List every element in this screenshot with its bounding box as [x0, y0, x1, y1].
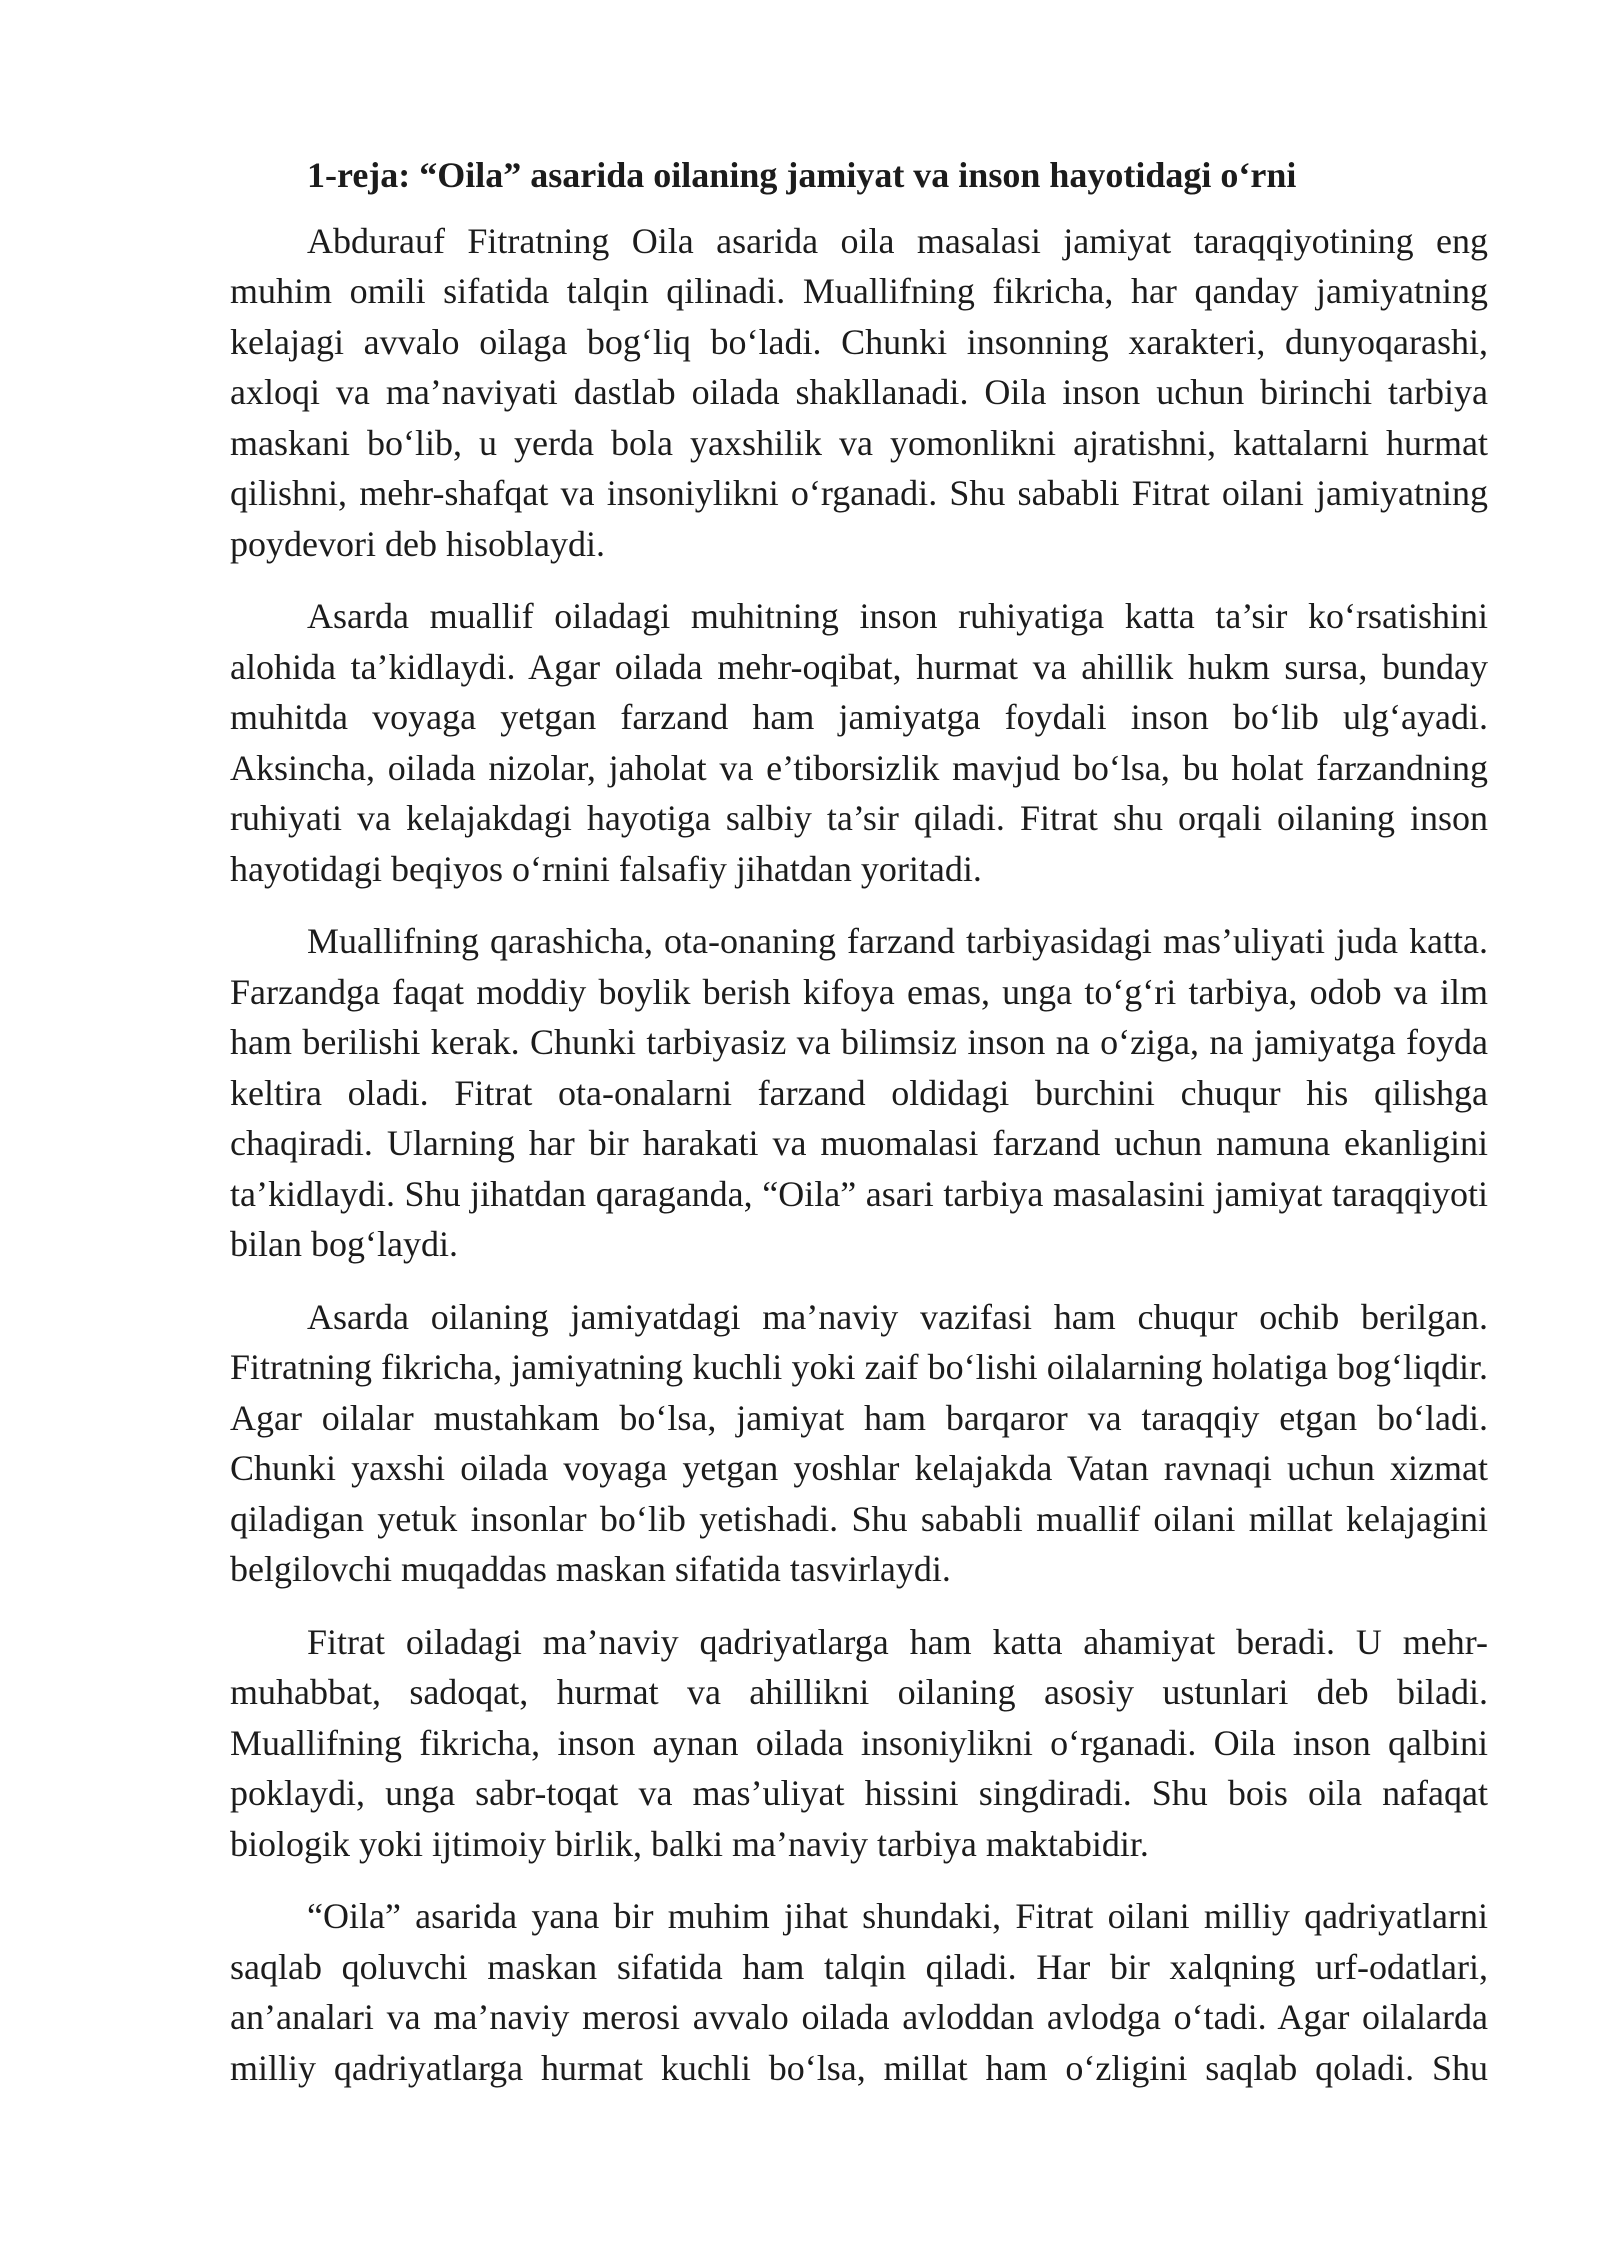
paragraph-4: Asarda oilaning jamiyatdagi ma’naviy vazifasi ham chuqur ochib berilgan. Fitratning fikricha, jamiyatning kuchli yoki zaif bo‘lishi oilalarning holatiga bog‘liqdir. Agar oilalar mustahkam bo‘lsa, jamiyat ham barqaror va taraqqiy etgan bo‘ladi. Chunki yaxshi oilada voyaga yetgan yoshlar kelajakda Vatan ravnaqi uchun xizmat qiladigan yetuk insonlar bo‘lib yetishadi. Shu sababli muallif oilani millat kelajagini belgilovchi muqaddas maskan sifatida tasvirlaydi.: [230, 1296, 1488, 1589]
paragraph-5: Fitrat oiladagi ma’naviy qadriyatlarga ham katta ahamiyat beradi. U mehr-muhabbat, sadoqat, hurmat va ahillikni oilaning asosiy ustunlari deb biladi. Muallifning fikricha, inson aynan oilada insoniylikni o‘rganadi. Oila inson qalbini poklaydi, unga sabr-toqat va mas’uliyat hissini singdiradi. Shu bois oila nafaqat biologik yoki ijtimoiy birlik, balki ma’naviy tarbiya maktabidir.: [230, 1621, 1488, 1864]
paragraph-2: Asarda muallif oiladagi muhitning inson ruhiyatiga katta ta’sir ko‘rsatishini alohida ta’kidlaydi. Agar oilada mehr-oqibat, hurmat va ahillik hukm sursa, bunday muhitda voyaga yetgan farzand ham jamiyatga foydali inson bo‘lib ulg‘ayadi. Aksincha, oilada nizolar, jaholat va e’tiborsizlik mavjud bo‘lsa, bu holat farzandning ruhiyati va kelajakdagi hayotiga salbiy ta’sir qiladi. Fitrat shu orqali oilaning inson hayotidagi beqiyos o‘rnini falsafiy jihatdan yoritadi.: [230, 596, 1488, 889]
paragraph-3: Muallifning qarashicha, ota-onaning farzand tarbiyasidagi mas’uliyati juda katta. Farzandga faqat moddiy boylik berish kifoya emas, unga to‘g‘ri tarbiya, odob va ilm ham berilishi kerak. Chunki tarbiyasiz va bilimsiz inson na o‘ziga, na jamiyatga foyda keltira oladi. Fitrat ota-onalarni farzand oldidagi burchini chuqur his qilishga chaqiradi. Ularning har bir harakati va muomalasi farzand uchun namuna ekanligini ta’kidlaydi. Shu jihatdan qaraganda, “Oila” asari tarbiya masalasini jamiyat taraqqiyoti bilan bog‘laydi.: [230, 921, 1488, 1264]
paragraph-1: Abdurauf Fitratning Oila asarida oila masalasi jamiyat taraqqiyotining eng muhim omili sifatida talqin qilinadi. Muallifning fikricha, har qanday jamiyatning kelajagi avvalo oilaga bog‘liq bo‘ladi. Chunki insonning xarakteri, dunyoqarashi, axloqi va ma’naviyati dastlab oilada shakllanadi. Oila inson uchun birinchi tarbiya maskani bo‘lib, u yerda bola yaxshilik va yomonlikni ajratishni, kattalarni hurmat qilishni, mehr-shafqat va insoniylikni o‘rganadi. Shu sababli Fitrat oilani jamiyatning poydevori deb hisoblaydi.: [230, 220, 1488, 564]
document-page: [230, 150, 1488, 2115]
paragraph-6: “Oila” asarida yana bir muhim jihat shundaki, Fitrat oilani milliy qadriyatlarni saqlab qoluvchi maskan sifatida ham talqin qiladi. Har bir xalqning urf-odatlari, an’analari va ma’naviy merosi avvalo oilada avloddan avlodga o‘tadi. Agar oilalarda milliy qadriyatlarga hurmat kuchli bo‘lsa, millat ham o‘zligini saqlab qoladi. Shu: [230, 1896, 1488, 2088]
section-heading: 1-reja: “Oila” asarida oilaning jamiyat va inson hayotidagi o‘rni: [307, 155, 1297, 195]
